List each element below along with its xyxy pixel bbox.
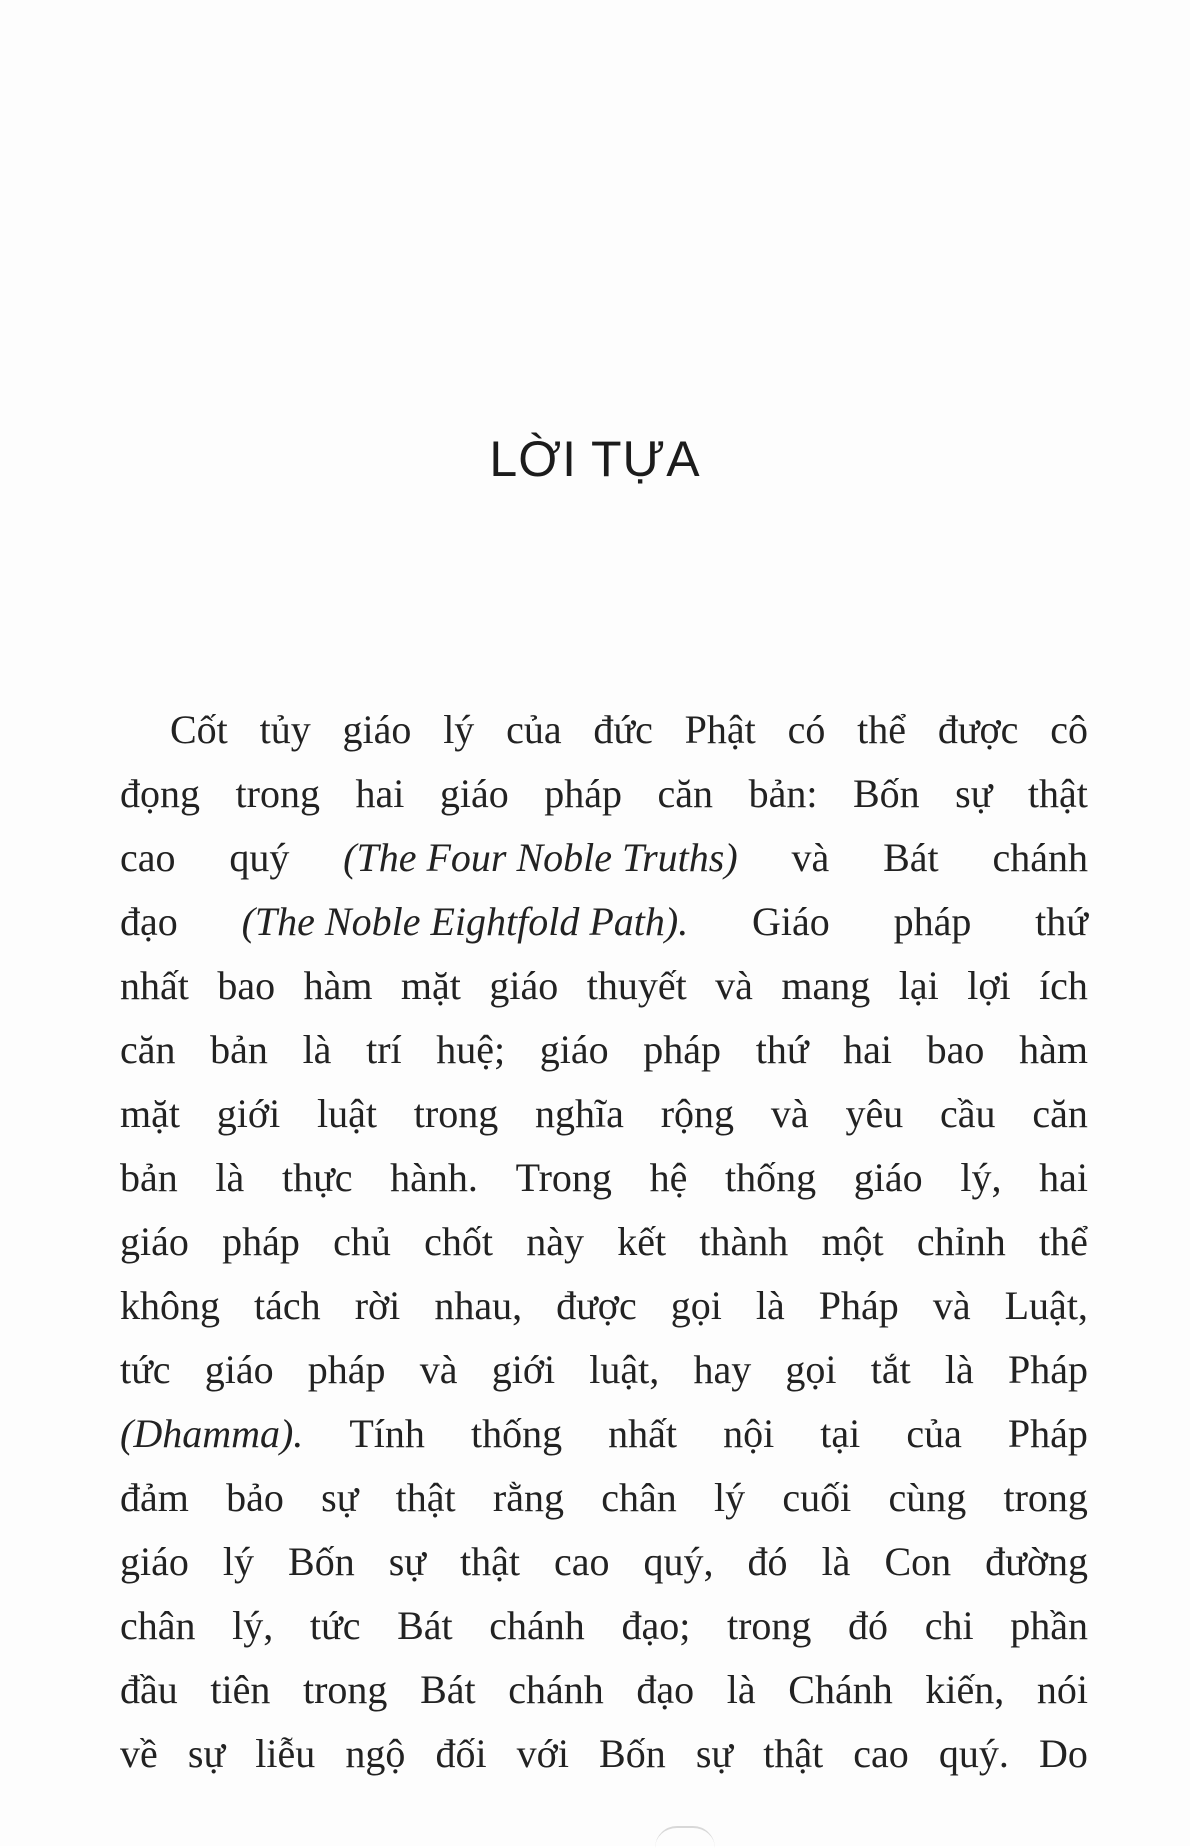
word: đọng [120,771,200,816]
word: liễu [255,1731,316,1776]
word: cao [853,1731,909,1776]
word: là [215,1155,245,1200]
word: thứ [1035,899,1088,944]
text-line [120,1274,1088,1338]
word: cô [1050,707,1088,752]
word: trong [413,1091,499,1136]
word: đầu [120,1667,178,1712]
word: hành. [390,1155,478,1200]
word: lý [443,707,475,752]
text-line [120,1722,1088,1786]
word: và [419,1347,458,1392]
text-line [120,890,1088,954]
word: tức [120,1347,171,1392]
word: sự [187,1731,226,1776]
word: và [932,1283,971,1328]
word: là [755,1283,785,1328]
word: thống [470,1411,563,1456]
word: sự [955,771,993,816]
word: nghĩa [535,1091,624,1136]
word: bao [217,963,276,1008]
word: đạo; [621,1603,691,1648]
word: lý [713,1475,746,1520]
word: mang [781,963,871,1008]
text-line [120,954,1088,1018]
word: thật [460,1539,520,1584]
word: một [821,1219,884,1264]
text-line [120,1466,1088,1530]
word: tách [254,1283,321,1328]
word: tiên [210,1667,271,1712]
word: hàm [303,963,373,1008]
word: Do [1039,1731,1088,1776]
word: chân [120,1603,196,1648]
word: Tính [349,1411,425,1456]
word: pháp [307,1347,386,1392]
word: Luật, [1004,1283,1088,1328]
word: sự [388,1539,426,1584]
text-line [120,1658,1088,1722]
word: đảm [120,1475,189,1520]
text-line [120,1402,1088,1466]
word: gọi [785,1347,837,1392]
word: đó [848,1603,889,1648]
word: bao [926,1027,985,1072]
word: bản: [748,771,818,816]
word: tức [309,1603,361,1648]
text-line [120,826,1088,890]
word: chánh [489,1603,585,1648]
word: giáo [439,771,509,816]
word: hai [843,1027,893,1072]
word: giáo [853,1155,923,1200]
word: nhất [608,1411,678,1456]
word: của [506,707,562,752]
text-line [120,1338,1088,1402]
text-line [120,1082,1088,1146]
word: không [120,1283,220,1328]
word: rời [354,1283,401,1328]
word: pháp [893,899,972,944]
word: mặt [120,1091,180,1136]
word: yêu [845,1091,904,1136]
word: Pháp [818,1283,899,1328]
word: ích [1039,963,1088,1008]
word: là [821,1539,851,1584]
word: và [791,835,830,880]
word: thuyết [586,963,687,1008]
word: kiến, [925,1667,1005,1712]
text-line [120,1530,1088,1594]
word: đức [593,707,653,752]
word: thật [395,1475,456,1520]
word: thể [857,707,907,752]
word: Cốt [170,707,228,752]
italic-phrase: (The Four Noble Truths) [343,835,738,880]
word: trong [235,771,320,816]
word: quý. [938,1731,1009,1776]
word: hai [355,771,405,816]
word: rộng [660,1091,735,1136]
word: luật [317,1091,377,1136]
word: Con [884,1539,952,1584]
word: chỉnh [916,1219,1006,1264]
word: căn [1032,1091,1088,1136]
page-title: LỜI TỰA [489,431,701,487]
word: quý, [643,1539,714,1584]
word: chốt [424,1219,493,1264]
word: giáo [539,1027,609,1072]
word: căn [657,771,714,816]
word: hệ [649,1155,688,1200]
word: hai [1039,1155,1088,1200]
page-edge-mark [655,1826,715,1848]
word: được [937,707,1019,752]
word: huệ; [436,1027,506,1072]
word: chân [601,1475,677,1520]
word: là [726,1667,756,1712]
word: Giáo [752,899,830,944]
word: đó [747,1539,788,1584]
word: căn [120,1027,176,1072]
word: trí [366,1027,402,1072]
word: lý, [232,1603,274,1648]
word: thứ [755,1027,809,1072]
word: pháp [643,1027,722,1072]
word: mặt [400,963,461,1008]
word: quý [229,835,290,880]
word: là [302,1027,332,1072]
word: trong [726,1603,812,1648]
word: là [944,1347,974,1392]
word: phần [1010,1603,1088,1648]
word: lý, [960,1155,1002,1200]
word: giáo [120,1219,189,1264]
text-line [120,1146,1088,1210]
word: với [516,1731,569,1776]
word: giới [491,1347,556,1392]
word: hàm [1019,1027,1088,1072]
word: nội [723,1411,775,1456]
text-line [120,762,1088,826]
word: có [787,707,826,752]
word: Chánh [788,1667,893,1712]
word: nhất [120,963,189,1008]
word: chánh [992,835,1088,880]
word: Bát [420,1667,476,1712]
word: lý [222,1539,255,1584]
word: được [556,1283,637,1328]
word: giới [216,1091,281,1136]
word: trong [303,1667,388,1712]
word: đường [985,1539,1088,1584]
word: đạo [120,899,178,944]
word: và [770,1091,809,1136]
word: thể [1039,1219,1088,1264]
word: luật, [589,1347,660,1392]
word: về [120,1731,158,1776]
italic-phrase: (Dhamma). [120,1411,304,1456]
italic-phrase: (The Noble Eightfold Path). [241,899,689,944]
word: pháp [544,771,623,816]
word: của [906,1411,962,1456]
word: tại [820,1411,861,1456]
word: trong [1003,1475,1088,1520]
word: giáo [120,1539,189,1584]
word: Pháp [1007,1347,1088,1392]
word: Bốn [852,771,920,816]
body-paragraph [120,698,1088,1786]
word: cao [554,1539,610,1584]
word: này [526,1219,584,1264]
word: thật [1027,771,1088,816]
word: thực [281,1155,353,1200]
word: thật [763,1731,824,1776]
word: pháp [222,1219,300,1264]
word: bản [210,1027,268,1072]
word: Bát [397,1603,453,1648]
word: cầu [940,1091,996,1136]
word: giáo [489,963,559,1008]
word: cao [120,835,176,880]
word: Pháp [1007,1411,1088,1456]
word: nhau, [434,1283,523,1328]
word: ngộ [345,1731,406,1776]
word: và [715,963,753,1008]
word: chủ [333,1219,391,1264]
word: đối [435,1731,487,1776]
text-line [120,1594,1088,1658]
text-line [120,1210,1088,1274]
word: tủy [259,707,311,752]
word: thống [725,1155,817,1200]
word: thành [699,1219,789,1264]
word: hay [693,1347,752,1392]
word: sự [695,1731,734,1776]
word: Trong [515,1155,612,1200]
word: lại [898,963,939,1008]
word: rằng [492,1475,564,1520]
word: giáo [342,707,412,752]
word: cuối [782,1475,852,1520]
word: đạo [636,1667,695,1712]
word: gọi [670,1283,722,1328]
text-line [120,1018,1088,1082]
word: nói [1036,1667,1088,1712]
word: bản [120,1155,178,1200]
text-line [120,698,1088,762]
word: Bốn [599,1731,666,1776]
word: bảo [226,1475,284,1520]
word: chi [924,1603,974,1648]
word: tắt [870,1347,911,1392]
word: giáo [204,1347,274,1392]
word: cùng [888,1475,967,1520]
word: chánh [508,1667,604,1712]
word: Phật [684,707,756,752]
word: kết [617,1219,667,1264]
word: Bốn [288,1539,355,1584]
word: lợi [967,963,1011,1008]
word: sự [321,1475,359,1520]
word: Bát [883,835,939,880]
